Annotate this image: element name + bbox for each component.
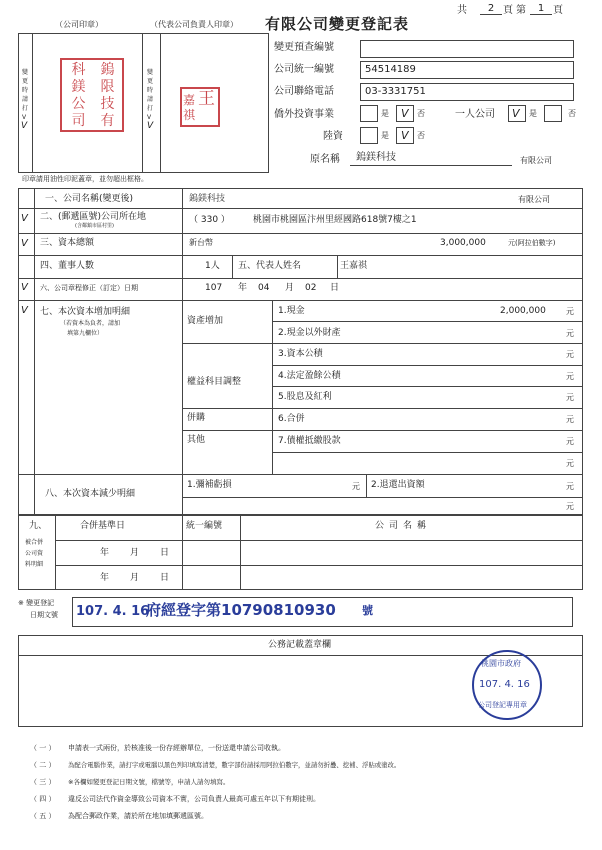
- seal-char: 王: [198, 89, 215, 109]
- seal-char: 鎢: [100, 62, 115, 78]
- month-unit: 月: [130, 573, 140, 583]
- yes-label: 是: [381, 109, 389, 118]
- day-unit: 日: [330, 283, 340, 293]
- yes-label: 是: [529, 109, 537, 118]
- reg-label-2: 日期文號: [30, 611, 58, 619]
- merge-sub: 料明細: [25, 561, 44, 568]
- page-total-label: 共: [457, 5, 467, 16]
- no-label: 否: [417, 109, 425, 118]
- increase-check: V: [21, 305, 28, 316]
- seal-char: 限: [100, 79, 115, 95]
- seal-char: 鎂: [71, 79, 86, 95]
- group-other: 其他: [187, 435, 206, 445]
- seal-char: 有: [100, 113, 115, 129]
- original-name-suffix: 有限公司: [520, 156, 552, 165]
- right-seal-check: V: [147, 121, 154, 131]
- decrease-item2: 2.退還出資額: [371, 480, 425, 490]
- decrease-unit3: 元: [566, 502, 574, 511]
- mainland-yes-box[interactable]: [360, 127, 378, 144]
- capital-check: V: [21, 238, 28, 249]
- note-number: （ 一 ）: [30, 744, 56, 752]
- day-unit: 日: [160, 573, 170, 583]
- reg-stamp-suffix: 號: [362, 604, 373, 617]
- decrease-unit2: 元: [566, 482, 574, 491]
- foreign-check: V: [401, 107, 409, 120]
- note-number: （ 五 ）: [30, 812, 56, 820]
- item-unit: 元: [566, 307, 574, 316]
- unified-number-value: 54514189: [365, 64, 416, 75]
- group-merge: 併購: [187, 413, 206, 423]
- merge-id-header: 統一編號: [186, 521, 223, 531]
- item-label: 1.現金: [278, 306, 305, 316]
- increase-sub2: 填第九欄位）: [67, 330, 104, 337]
- month-unit: 月: [285, 283, 295, 293]
- address-check: V: [21, 213, 28, 224]
- merge-section-label: 九、: [29, 521, 48, 531]
- articles-date-label: 六、公司章程修正（訂定）日期: [40, 284, 138, 292]
- address-label: 二、(郵遞區號)公司所在地: [40, 212, 147, 222]
- foreign-yes-box[interactable]: [360, 105, 378, 122]
- seal-char: 技: [100, 96, 115, 112]
- rep-name-value: 王嘉祺: [340, 261, 368, 271]
- original-name-label: 原名稱: [310, 154, 340, 165]
- year-unit: 年: [100, 573, 110, 583]
- note-text: ※各欄如變更登記日期文號，檔號等，申請人請勿填寫。: [68, 778, 230, 786]
- left-vertical-note: 變更時請打V: [22, 69, 29, 121]
- item-unit: 元: [566, 437, 574, 446]
- item-unit: 元: [566, 329, 574, 338]
- group-asset: 資產增加: [187, 316, 224, 326]
- note-number: （ 二 ）: [30, 761, 56, 769]
- address-value: 桃園市桃園區汴州里經國路618號7樓之1: [253, 215, 417, 225]
- company-name-label: 一、公司名稱(變更後): [45, 194, 134, 204]
- item-value: 2,000,000: [500, 306, 546, 316]
- year-unit: 年: [100, 548, 110, 558]
- page-current-unit: 頁: [553, 5, 563, 16]
- item-unit: 元: [566, 350, 574, 359]
- unified-number-label: 公司統一編號: [274, 64, 334, 75]
- page-total: 2: [480, 4, 502, 15]
- item-label: 4.法定盈餘公積: [278, 371, 341, 381]
- circle-stamp-date: 107. 4. 16: [479, 679, 530, 690]
- merge-sub: 公司資: [25, 550, 44, 557]
- rep-seal-stamp: [180, 87, 220, 127]
- yes-label: 是: [381, 131, 389, 140]
- year-unit: 年: [238, 283, 248, 293]
- company-seal-label: （公司印章）: [55, 20, 103, 29]
- decrease-unit1: 元: [352, 482, 360, 491]
- seal-char: 嘉: [183, 93, 196, 107]
- directors-value: 1人: [205, 261, 220, 271]
- seal-frame: [18, 33, 269, 173]
- articles-check: V: [21, 282, 28, 293]
- left-seal-check: V: [21, 121, 28, 131]
- phone-label: 公司聯絡電話: [274, 86, 334, 97]
- phone-value: 03-3331751: [365, 86, 426, 97]
- capital-label: 三、資本總額: [40, 238, 95, 248]
- rep-seal-label: （代表公司負責人印章）: [150, 20, 238, 29]
- note-text: 申請表一式兩份，於核准後一份存經辦單位，一份送還申請公司收執。: [68, 744, 285, 752]
- note-text: 為配合電腦作業，請打字或電腦以黑色列印填寫清楚，數字部份請採用阿拉伯數字，並請勿折疊、挖補、浮貼或塗改。: [68, 761, 401, 769]
- merge-name-header: 公司名稱: [375, 521, 432, 531]
- item-unit: 元: [566, 415, 574, 424]
- note-number: （ 四 ）: [30, 795, 56, 803]
- no-label: 否: [568, 109, 576, 118]
- increase-sub1: （若資本為負者，請加: [60, 320, 121, 327]
- rep-name-label: 五、代表人姓名: [238, 261, 302, 271]
- official-seal-title: 公務記載蓋章欄: [268, 640, 332, 650]
- seal-char: 司: [71, 113, 86, 129]
- item-unit: 元: [566, 459, 574, 468]
- preapproval-label: 變更預查編號: [274, 42, 334, 53]
- directors-label: 四、董事人數: [40, 261, 95, 271]
- page-title: 有限公司變更登記表: [265, 15, 410, 33]
- page-current: 1: [530, 4, 552, 15]
- page-total-unit: 頁: [503, 5, 513, 16]
- currency-label: 新台幣: [189, 238, 213, 247]
- decrease-label: 八、本次資本減少明細: [45, 489, 136, 499]
- capital-unit: 元(阿拉伯數字): [508, 239, 556, 247]
- seal-note: 印章請用油性印泥蓋章，並勿超出框格。: [22, 175, 148, 183]
- item-label: 6.合併: [278, 414, 305, 424]
- seal-char: 公: [71, 96, 86, 112]
- preapproval-field[interactable]: [360, 40, 574, 58]
- company-seal-stamp: [60, 58, 124, 132]
- articles-year: 107: [205, 283, 223, 293]
- circle-stamp-top: 桃園市政府: [481, 659, 521, 668]
- capital-value: 3,000,000: [440, 238, 486, 248]
- circle-stamp-bottom: 公司登記專用章: [478, 701, 527, 709]
- single-label: 一人公司: [455, 109, 495, 120]
- item-unit: 元: [566, 393, 574, 402]
- zip-code: （ 330 ）: [189, 215, 230, 225]
- group-equity: 權益科目調整: [187, 377, 242, 387]
- note-text: 違反公司法代作資金導致公司資本不實，公司負責人最高可處五年以下有期徒刑。: [68, 795, 320, 803]
- right-vertical-note: 變更時請打V: [147, 69, 154, 121]
- seal-char: 科: [71, 62, 86, 78]
- seal-char: 祺: [183, 108, 196, 122]
- reg-stamp-date: 107. 4. 16: [76, 604, 150, 619]
- item-unit: 元: [566, 372, 574, 381]
- merge-sub: 被合併: [25, 539, 44, 546]
- original-name-value: 鎢鎂科技: [356, 152, 396, 163]
- merge-date-header: 合併基準日: [80, 521, 126, 531]
- note-number: （ 三 ）: [30, 778, 56, 786]
- company-seal-chars: [64, 62, 122, 130]
- single-check: V: [512, 107, 520, 120]
- articles-day: 02: [305, 283, 317, 293]
- decrease-item1: 1.彌補虧損: [187, 480, 232, 490]
- day-unit: 日: [160, 548, 170, 558]
- company-name-value: 鎢鎂科技: [189, 194, 226, 204]
- item-label: 7.債權抵繳股款: [278, 436, 341, 446]
- item-label: 2.現金以外財產: [278, 328, 341, 338]
- month-unit: 月: [130, 548, 140, 558]
- address-sub: (含鄰鎮市區村里): [75, 223, 114, 229]
- foreign-label: 僑外投資事業: [274, 109, 334, 120]
- company-name-suffix: 有限公司: [518, 195, 550, 204]
- increase-label: 七、本次資本增加明細: [40, 307, 131, 317]
- item-label: 5.股息及紅利: [278, 392, 332, 402]
- mainland-check: V: [401, 129, 409, 142]
- no-label: 否: [417, 131, 425, 140]
- articles-month: 04: [258, 283, 270, 293]
- note-text: 為配合郵政作業，請於所在地加填郵遞區號。: [68, 812, 208, 820]
- single-no-box[interactable]: [544, 105, 562, 122]
- item-label: 3.資本公積: [278, 349, 323, 359]
- reg-label-1: ※ 變更登記: [18, 599, 55, 607]
- mainland-label: 陸資: [323, 131, 343, 142]
- official-circle-stamp: [472, 650, 542, 720]
- page-current-label: 第: [516, 5, 526, 16]
- reg-stamp-text: 府經登字第10790810930: [146, 601, 336, 619]
